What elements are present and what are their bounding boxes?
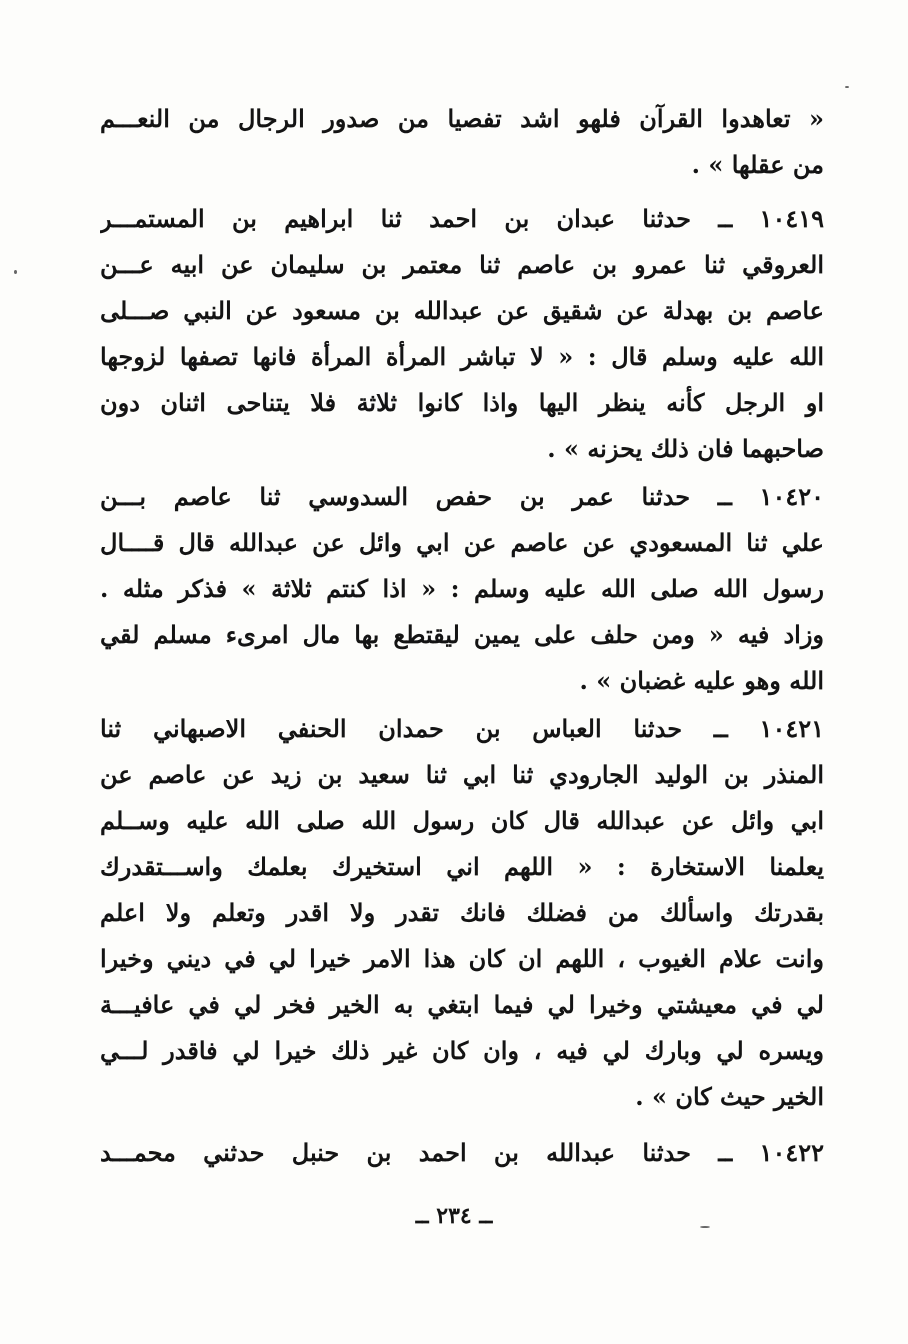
hadith-10421 xyxy=(100,706,824,1120)
hadith-10421-line-8: ويسره لي وبارك لي فيه ، وان كان غير ذلك خيرا لي فاقدر لـــي xyxy=(100,1036,824,1065)
hadith-10419-line-3: عاصم بن بهدلة عن شقيق عن عبدالله بن مسعود عن النبي صـــلى xyxy=(100,296,824,325)
hadith-10419-line-6: صاحبهما فان ذلك يحزنه » . xyxy=(547,434,824,463)
scan-speck xyxy=(845,86,849,88)
hadith-10420 xyxy=(100,474,824,704)
hadith-10419 xyxy=(100,196,824,472)
hadith-10420-line-2: علي ثنا المسعودي عن عاصم عن ابي وائل عن عبدالله قال قــــال xyxy=(100,528,824,557)
hadith-10420-line-4: وزاد فيه « ومن حلف على يمين ليقتطع بها مال امرىء مسلم لقي xyxy=(100,620,824,649)
hadith-10420-line-5: الله وهو عليه غضبان » . xyxy=(579,666,824,695)
hadith-10420-line-3: رسول الله صلى الله عليه وسلم : « اذا كنتم ثلاثة » فذكر مثله . xyxy=(100,574,824,603)
intro-line-2: من عقلها » . xyxy=(691,150,824,179)
hadith-10421-line-1: ١٠٤٢١ ــ حدثنا العباس بن حمدان الحنفي الاصبهاني ثنا xyxy=(100,714,824,743)
intro-line-1: « تعاهدوا القرآن فلهو اشد تفصيا من صدور الرجال من النعـــم xyxy=(100,104,824,133)
hadith-10421-line-3: ابي وائل عن عبدالله قال كان رسول الله صلى الله عليه وســلم xyxy=(100,806,824,835)
hadith-10421-line-5: بقدرتك واسألك من فضلك فانك تقدر ولا اقدر وتعلم ولا اعلم xyxy=(100,898,824,927)
hadith-10419-line-5: او الرجل كأنه ينظر اليها واذا كانوا ثلاثة فلا يتناحى اثنان دون xyxy=(100,388,824,417)
hadith-10419-line-4: الله عليه وسلم قال : « لا تباشر المرأة المرأة فانها تصفها لزوجها xyxy=(100,342,824,371)
hadith-10421-line-6: وانت علام الغيوب ، اللهم ان كان هذا الامر خيرا لي في ديني وخيرا xyxy=(100,944,824,973)
hadith-10420-line-1: ١٠٤٢٠ ــ حدثنا عمر بن حفص السدوسي ثنا عاصم بـــن xyxy=(100,482,824,511)
hadith-10421-line-9: الخير حيث كان » . xyxy=(635,1082,824,1111)
scan-speck xyxy=(14,270,17,274)
hadith-10419-line-1: ١٠٤١٩ ــ حدثنا عبدان بن احمد ثنا ابراهيم بن المستمـــر xyxy=(100,204,824,233)
hadith-10422 xyxy=(100,1130,824,1176)
hadith-10421-line-7: لي في معيشتي وخيرا لي فيما ابتغي به الخير فخر لي في عافيـــة xyxy=(100,990,824,1019)
intro-block xyxy=(100,96,824,188)
page-number: ــ ٢٣٤ ــ xyxy=(415,1203,493,1229)
hadith-10419-line-2: العروقي ثنا عمرو بن عاصم ثنا معتمر بن سليمان عن ابيه عـــن xyxy=(100,250,824,279)
hadith-10421-line-2: المنذر بن الوليد الجارودي ثنا ابي ثنا سعيد بن زيد عن عاصم عن xyxy=(100,760,824,789)
hadith-10421-line-4: يعلمنا الاستخارة : « اللهم اني استخيرك بعلمك واســـتقدرك xyxy=(100,852,824,881)
hadith-10422-line-1: ١٠٤٢٢ ــ حدثنا عبدالله بن احمد بن حنبل حدثني محمـــد xyxy=(100,1138,824,1167)
scan-speck xyxy=(700,1226,710,1228)
